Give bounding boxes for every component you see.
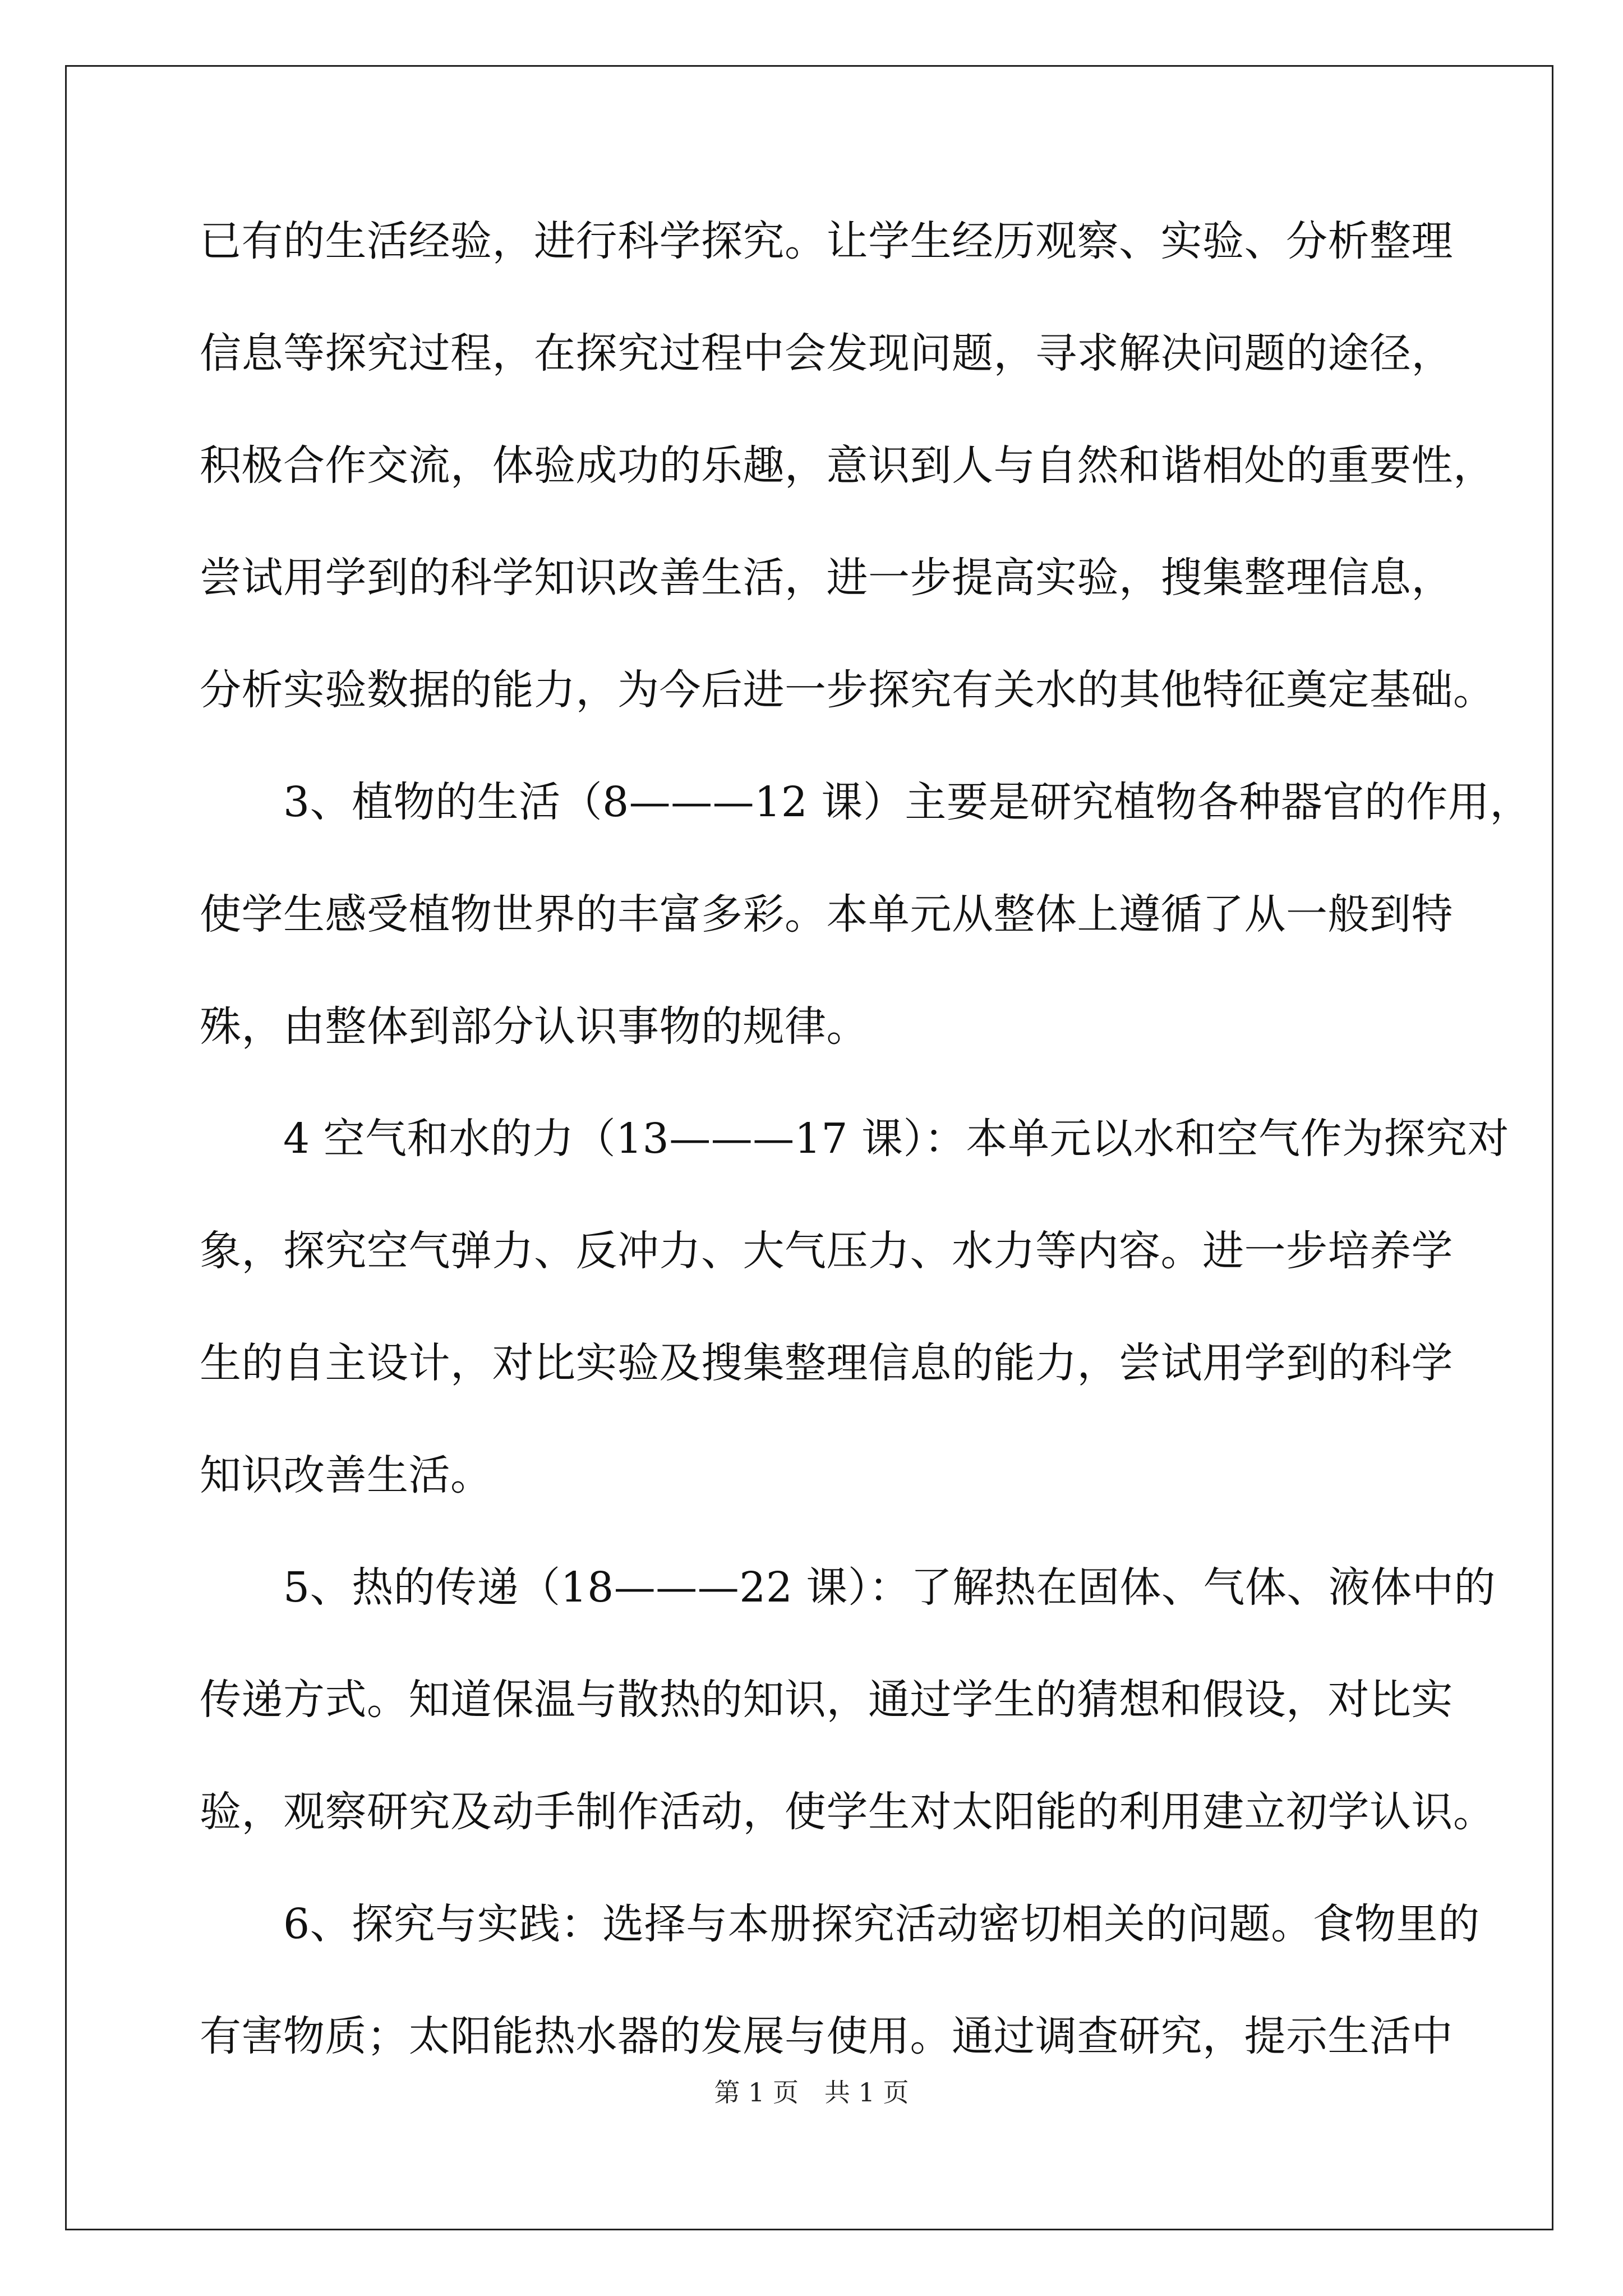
text-line-3: 积极合作交流，体验成功的乐趣，意识到人与自然和谐相处的重要性， <box>200 441 1495 490</box>
text-line-5: 分析实验数据的能力，为今后进一步探究有关水的其他特征奠定基础。 <box>200 666 1495 714</box>
text-line-11: 生的自主设计，对比实验及搜集整理信息的能力，尝试用学到的科学 <box>200 1339 1453 1387</box>
text-line-9: 4 空气和水的力（13———17 课）：本单元以水和空气作为探究对 <box>200 1115 1509 1163</box>
text-line-1: 已有的生活经验，进行科学探究。让学生经历观察、实验、分析整理 <box>200 217 1453 265</box>
text-line-6: 3、植物的生活（8———12 课）主要是研究植物各种器官的作用， <box>200 778 1532 826</box>
text-line-8: 殊，由整体到部分认识事物的规律。 <box>200 1002 868 1051</box>
text-line-17: 有害物质；太阳能热水器的发展与使用。通过调查研究，提示生活中 <box>200 2012 1453 2060</box>
text-line-13: 5、热的传递（18———22 课）：了解热在固体、气体、液体中的 <box>200 1563 1496 1612</box>
page-footer: 第 1 页 共 1 页 <box>714 2077 909 2108</box>
text-line-15: 验，观察研究及动手制作活动，使学生对太阳能的利用建立初学认识。 <box>200 1788 1495 1836</box>
text-line-2: 信息等探究过程，在探究过程中会发现问题，寻求解决问题的途径， <box>200 329 1453 378</box>
text-line-4: 尝试用学到的科学知识改善生活，进一步提高实验，搜集整理信息， <box>200 554 1453 602</box>
text-line-12: 知识改善生活。 <box>200 1451 492 1499</box>
text-line-10: 象，探究空气弹力、反冲力、大气压力、水力等内容。进一步培养学 <box>200 1227 1453 1275</box>
text-line-7: 使学生感受植物世界的丰富多彩。本单元从整体上遵循了从一般到特 <box>200 890 1453 938</box>
text-line-14: 传递方式。知道保温与散热的知识，通过学生的猜想和假设，对比实 <box>200 1676 1453 1724</box>
text-line-16: 6、探究与实践：选择与本册探究活动密切相关的问题。食物里的 <box>200 1900 1480 1948</box>
